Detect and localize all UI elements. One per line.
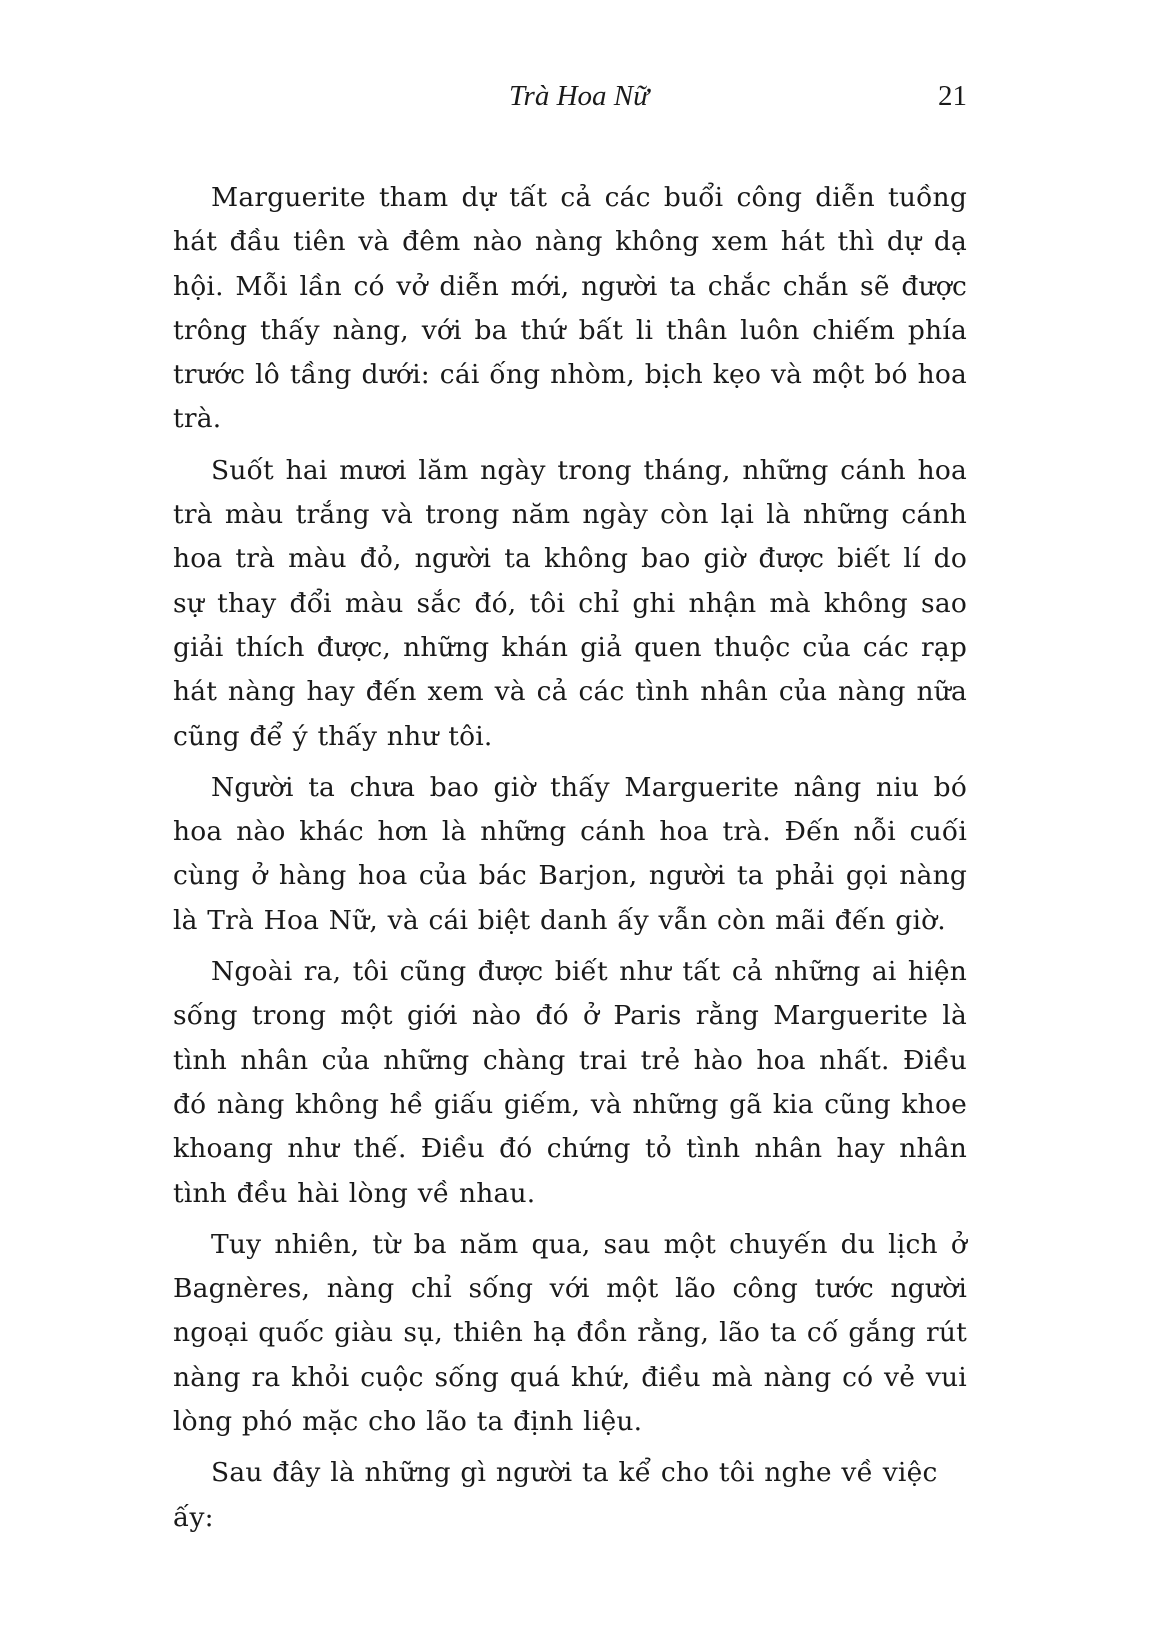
book-title: Trà Hoa Nữ xyxy=(509,80,649,112)
paragraph: Marguerite tham dự tất cả các buổi công diễn tuồng hát đầu tiên và đêm nào nàng không xem hát thì dự dạ hội. Mỗi lần có vở diễn mới, người ta chắc chắn sẽ được trông thấy nàng, với ba thứ bất li thân luôn chiếm phía trước lô tầng dưới: cái ống nhòm, bịch kẹo và một bó hoa trà. xyxy=(173,182,967,435)
paragraph: Người ta chưa bao giờ thấy Marguerite nâng niu bó hoa nào khác hơn là những cánh hoa trà. Đến nỗi cuối cùng ở hàng hoa của bác Barjon, người ta phải gọi nàng là Trà Hoa Nữ, và cái biệt danh ấy vẫn còn mãi đến giờ. xyxy=(173,771,967,936)
running-header xyxy=(0,76,1158,116)
paragraph: Suốt hai mươi lăm ngày trong tháng, những cánh hoa trà màu trắng và trong năm ngày còn lại là những cánh hoa trà màu đỏ, người ta không bao giờ được biết lí do sự thay đổi màu sắc đó, tôi chỉ ghi nhận mà không sao giải thích được, những khán giả quen thuộc của các rạp hát nàng hay đến xem và cả các tình nhân của nàng nữa cũng để ý thấy như tôi. xyxy=(173,454,967,752)
page-number: 21 xyxy=(938,80,967,112)
paragraph: Tuy nhiên, từ ba năm qua, sau một chuyến du lịch ở Bagnères, nàng chỉ sống với một lão công tước người ngoại quốc giàu sụ, thiên hạ đồn rằng, lão ta cố gắng rút nàng ra khỏi cuộc sống quá khứ, điều mà nàng có vẻ vui lòng phó mặc cho lão ta định liệu. xyxy=(173,1228,967,1438)
body-text xyxy=(173,176,967,1547)
paragraph: Sau đây là những gì người ta kể cho tôi nghe về việc ấy: xyxy=(173,1457,938,1533)
paragraph: Ngoài ra, tôi cũng được biết như tất cả những ai hiện sống trong một giới nào đó ở Paris rằng Marguerite là tình nhân của những chàng trai trẻ hào hoa nhất. Điều đó nàng không hề giấu giếm, và những gã kia cũng khoe khoang như thế. Điều đó chứng tỏ tình nhân hay nhân tình đều hài lòng về nhau. xyxy=(173,956,967,1209)
